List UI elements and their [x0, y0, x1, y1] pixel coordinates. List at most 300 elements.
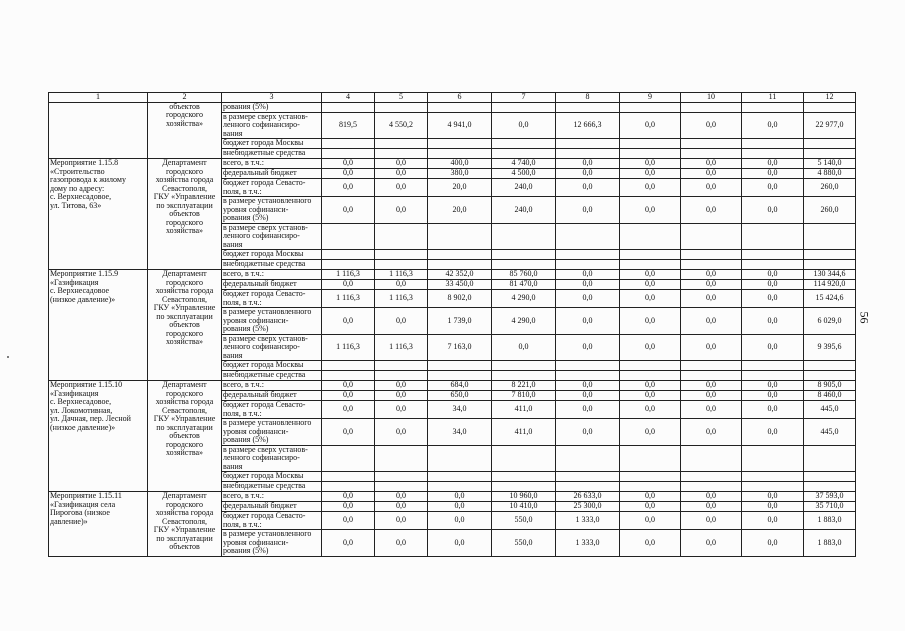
- amount-cell: 0,0: [556, 290, 620, 308]
- column-number-header: 6: [428, 93, 492, 103]
- amount-cell: [556, 250, 620, 260]
- amount-cell: [375, 149, 428, 159]
- responsible-agency-cell: объектов городского хозяйства»: [148, 102, 222, 159]
- amount-cell: 1 883,0: [804, 530, 856, 557]
- amount-cell: [375, 260, 428, 270]
- amount-cell: 0,0: [742, 401, 804, 419]
- funding-source-cell: в размере установленного уровня софинанси- рования (5%): [222, 419, 322, 446]
- amount-cell: 4 740,0: [492, 159, 556, 169]
- amount-cell: 34,0: [428, 419, 492, 446]
- amount-cell: 0,0: [742, 270, 804, 280]
- amount-cell: [492, 361, 556, 371]
- amount-cell: 0,0: [375, 197, 428, 224]
- amount-cell: 34,0: [428, 401, 492, 419]
- amount-cell: [492, 472, 556, 482]
- amount-cell: 0,0: [681, 492, 742, 502]
- responsible-agency-cell: Департамент городского хозяйства города Севастополя, ГКУ «Управление по эксплуатации объектов городского хозяйства»: [148, 159, 222, 270]
- amount-cell: 0,0: [556, 270, 620, 280]
- amount-cell: [804, 361, 856, 371]
- amount-cell: [322, 361, 375, 371]
- amount-cell: 0,0: [742, 197, 804, 224]
- amount-cell: 1 333,0: [556, 530, 620, 557]
- amount-cell: [375, 361, 428, 371]
- amount-cell: 0,0: [620, 308, 681, 335]
- amount-cell: [375, 139, 428, 149]
- amount-cell: [322, 149, 375, 159]
- amount-cell: 0,0: [322, 169, 375, 179]
- funding-source-cell: федеральный бюджет: [222, 280, 322, 290]
- amount-cell: 0,0: [375, 159, 428, 169]
- amount-cell: 0,0: [620, 391, 681, 401]
- amount-cell: 0,0: [742, 391, 804, 401]
- amount-cell: 0,0: [742, 492, 804, 502]
- amount-cell: 4 880,0: [804, 169, 856, 179]
- amount-cell: 0,0: [681, 334, 742, 361]
- amount-cell: 7 810,0: [492, 391, 556, 401]
- amount-cell: [428, 260, 492, 270]
- amount-cell: [804, 139, 856, 149]
- amount-cell: [620, 472, 681, 482]
- amount-cell: 0,0: [375, 179, 428, 197]
- responsible-agency-cell: Департамент городского хозяйства города Севастополя, ГКУ «Управление по эксплуатации объектов городского хозяйства»: [148, 381, 222, 492]
- funding-source-cell: федеральный бюджет: [222, 502, 322, 512]
- responsible-agency-cell: Департамент городского хозяйства города Севастополя, ГКУ «Управление по эксплуатации объектов: [148, 492, 222, 557]
- amount-cell: [620, 260, 681, 270]
- amount-cell: [742, 102, 804, 112]
- amount-cell: 0,0: [620, 270, 681, 280]
- funding-source-cell: всего, в т.ч.:: [222, 270, 322, 280]
- amount-cell: 10 960,0: [492, 492, 556, 502]
- amount-cell: 0,0: [620, 197, 681, 224]
- amount-cell: [428, 102, 492, 112]
- amount-cell: [742, 472, 804, 482]
- amount-cell: [556, 371, 620, 381]
- amount-cell: 0,0: [375, 512, 428, 530]
- funding-source-cell: бюджет города Севасто- поля, в т.ч.:: [222, 512, 322, 530]
- amount-cell: 20,0: [428, 179, 492, 197]
- amount-cell: 85 760,0: [492, 270, 556, 280]
- amount-cell: 0,0: [556, 169, 620, 179]
- amount-cell: 1 116,3: [322, 290, 375, 308]
- amount-cell: [492, 139, 556, 149]
- amount-cell: 0,0: [556, 280, 620, 290]
- amount-cell: [681, 102, 742, 112]
- amount-cell: [742, 482, 804, 492]
- amount-cell: 0,0: [620, 401, 681, 419]
- amount-cell: 0,0: [556, 334, 620, 361]
- amount-cell: 4 290,0: [492, 308, 556, 335]
- amount-cell: 0,0: [742, 530, 804, 557]
- amount-cell: 0,0: [375, 401, 428, 419]
- amount-cell: 1 116,3: [322, 270, 375, 280]
- amount-cell: 0,0: [375, 419, 428, 446]
- funding-source-cell: в размере сверх установ- ленного софинансиро- вания: [222, 223, 322, 250]
- amount-cell: 0,0: [681, 530, 742, 557]
- amount-cell: [428, 445, 492, 472]
- column-number-header: 3: [222, 93, 322, 103]
- funding-source-cell: внебюджетные средства: [222, 371, 322, 381]
- amount-cell: [742, 149, 804, 159]
- amount-cell: 0,0: [375, 530, 428, 557]
- amount-cell: 0,0: [322, 391, 375, 401]
- amount-cell: 0,0: [375, 391, 428, 401]
- amount-cell: [375, 102, 428, 112]
- amount-cell: 4 941,0: [428, 112, 492, 139]
- amount-cell: [556, 139, 620, 149]
- amount-cell: 0,0: [620, 381, 681, 391]
- amount-cell: [492, 482, 556, 492]
- amount-cell: [428, 472, 492, 482]
- table-row: [49, 270, 856, 280]
- amount-cell: [620, 102, 681, 112]
- amount-cell: 8 460,0: [804, 391, 856, 401]
- amount-cell: 1 883,0: [804, 512, 856, 530]
- amount-cell: 15 424,6: [804, 290, 856, 308]
- amount-cell: 445,0: [804, 401, 856, 419]
- amount-cell: [804, 445, 856, 472]
- column-number-header: 1: [49, 93, 148, 103]
- amount-cell: 0,0: [322, 308, 375, 335]
- page-number: 56: [857, 311, 872, 324]
- amount-cell: [681, 371, 742, 381]
- amount-cell: [620, 482, 681, 492]
- amount-cell: 7 163,0: [428, 334, 492, 361]
- amount-cell: [322, 102, 375, 112]
- amount-cell: 0,0: [620, 290, 681, 308]
- amount-cell: 0,0: [375, 502, 428, 512]
- amount-cell: [428, 149, 492, 159]
- amount-cell: 260,0: [804, 197, 856, 224]
- amount-cell: 0,0: [681, 169, 742, 179]
- amount-cell: [492, 445, 556, 472]
- amount-cell: 0,0: [681, 159, 742, 169]
- amount-cell: 0,0: [556, 197, 620, 224]
- amount-cell: [322, 472, 375, 482]
- amount-cell: 0,0: [322, 197, 375, 224]
- amount-cell: [322, 371, 375, 381]
- amount-cell: 684,0: [428, 381, 492, 391]
- table-row: [49, 381, 856, 391]
- amount-cell: [681, 445, 742, 472]
- funding-source-cell: в размере установленного уровня софинанси- рования (5%): [222, 530, 322, 557]
- amount-cell: 0,0: [742, 112, 804, 139]
- amount-cell: 0,0: [742, 280, 804, 290]
- amount-cell: [556, 361, 620, 371]
- amount-cell: [804, 250, 856, 260]
- amount-cell: [375, 223, 428, 250]
- amount-cell: 42 352,0: [428, 270, 492, 280]
- amount-cell: [492, 102, 556, 112]
- column-number-header: 12: [804, 93, 856, 103]
- amount-cell: 0,0: [681, 290, 742, 308]
- amount-cell: [681, 482, 742, 492]
- amount-cell: [428, 482, 492, 492]
- amount-cell: 650,0: [428, 391, 492, 401]
- amount-cell: [492, 250, 556, 260]
- amount-cell: [742, 139, 804, 149]
- amount-cell: [375, 445, 428, 472]
- amount-cell: 8 221,0: [492, 381, 556, 391]
- amount-cell: 1 116,3: [375, 290, 428, 308]
- amount-cell: 1 739,0: [428, 308, 492, 335]
- funding-source-cell: в размере сверх установ- ленного софинансиро- вания: [222, 334, 322, 361]
- amount-cell: 0,0: [681, 280, 742, 290]
- funding-source-cell: внебюджетные средства: [222, 482, 322, 492]
- amount-cell: 0,0: [322, 381, 375, 391]
- amount-cell: 9 395,6: [804, 334, 856, 361]
- amount-cell: 0,0: [620, 169, 681, 179]
- amount-cell: 240,0: [492, 197, 556, 224]
- funding-source-cell: внебюджетные средства: [222, 149, 322, 159]
- amount-cell: 0,0: [322, 502, 375, 512]
- amount-cell: 0,0: [681, 419, 742, 446]
- amount-cell: 4 550,2: [375, 112, 428, 139]
- amount-cell: 0,0: [556, 381, 620, 391]
- amount-cell: 240,0: [492, 179, 556, 197]
- amount-cell: 0,0: [428, 492, 492, 502]
- amount-cell: 0,0: [742, 419, 804, 446]
- amount-cell: 0,0: [322, 512, 375, 530]
- amount-cell: [322, 260, 375, 270]
- amount-cell: [620, 445, 681, 472]
- column-number-header: 11: [742, 93, 804, 103]
- amount-cell: [742, 371, 804, 381]
- amount-cell: 10 410,0: [492, 502, 556, 512]
- amount-cell: [556, 149, 620, 159]
- amount-cell: 0,0: [620, 112, 681, 139]
- funding-source-cell: бюджет города Москвы: [222, 361, 322, 371]
- amount-cell: [428, 139, 492, 149]
- table-row: [49, 492, 856, 502]
- amount-cell: [428, 250, 492, 260]
- amount-cell: 1 333,0: [556, 512, 620, 530]
- amount-cell: 6 029,0: [804, 308, 856, 335]
- column-number-header: 7: [492, 93, 556, 103]
- amount-cell: [556, 260, 620, 270]
- amount-cell: 4 290,0: [492, 290, 556, 308]
- responsible-agency-cell: Департамент городского хозяйства города Севастополя, ГКУ «Управление по эксплуатации объектов городского хозяйства»: [148, 270, 222, 381]
- column-number-header: 10: [681, 93, 742, 103]
- amount-cell: [375, 371, 428, 381]
- amount-cell: 0,0: [742, 308, 804, 335]
- amount-cell: 0,0: [620, 492, 681, 502]
- funding-source-cell: бюджет города Севасто- поля, в т.ч.:: [222, 179, 322, 197]
- amount-cell: 0,0: [375, 169, 428, 179]
- amount-cell: [804, 102, 856, 112]
- column-number-header: 4: [322, 93, 375, 103]
- amount-cell: 0,0: [556, 401, 620, 419]
- amount-cell: 819,5: [322, 112, 375, 139]
- amount-cell: [556, 102, 620, 112]
- event-name-cell: Мероприятие 1.15.9 «Газификация с. Верхнесадовое (низкое давление)»: [49, 270, 148, 381]
- amount-cell: [492, 223, 556, 250]
- column-number-header: 2: [148, 93, 222, 103]
- amount-cell: 0,0: [620, 280, 681, 290]
- amount-cell: 4 500,0: [492, 169, 556, 179]
- funding-source-cell: бюджет города Москвы: [222, 472, 322, 482]
- amount-cell: 400,0: [428, 159, 492, 169]
- column-number-header: 9: [620, 93, 681, 103]
- amount-cell: [375, 472, 428, 482]
- amount-cell: 0,0: [742, 179, 804, 197]
- table-row: [49, 102, 856, 112]
- amount-cell: 0,0: [375, 280, 428, 290]
- amount-cell: 5 140,0: [804, 159, 856, 169]
- amount-cell: 33 450,0: [428, 280, 492, 290]
- funding-source-cell: бюджет города Москвы: [222, 250, 322, 260]
- amount-cell: [322, 139, 375, 149]
- table-row: [49, 159, 856, 169]
- amount-cell: [620, 371, 681, 381]
- amount-cell: 0,0: [620, 179, 681, 197]
- amount-cell: 0,0: [620, 419, 681, 446]
- funding-source-cell: всего, в т.ч.:: [222, 159, 322, 169]
- amount-cell: 0,0: [322, 492, 375, 502]
- amount-cell: 8 902,0: [428, 290, 492, 308]
- amount-cell: 0,0: [556, 308, 620, 335]
- amount-cell: [742, 445, 804, 472]
- amount-cell: 0,0: [375, 492, 428, 502]
- amount-cell: 0,0: [742, 290, 804, 308]
- amount-cell: 0,0: [681, 270, 742, 280]
- amount-cell: 550,0: [492, 512, 556, 530]
- funding-source-cell: бюджет города Москвы: [222, 139, 322, 149]
- amount-cell: 0,0: [681, 197, 742, 224]
- amount-cell: [428, 361, 492, 371]
- amount-cell: [620, 250, 681, 260]
- amount-cell: 445,0: [804, 419, 856, 446]
- amount-cell: [804, 260, 856, 270]
- amount-cell: [556, 445, 620, 472]
- event-name-cell: Мероприятие 1.15.11 «Газификация села Пирогова (низкое давление)»: [49, 492, 148, 557]
- amount-cell: 0,0: [620, 512, 681, 530]
- funding-source-cell: бюджет города Севасто- поля, в т.ч.:: [222, 290, 322, 308]
- amount-cell: [322, 482, 375, 492]
- amount-cell: 0,0: [556, 179, 620, 197]
- funding-source-cell: рования (5%): [222, 102, 322, 112]
- amount-cell: [742, 223, 804, 250]
- amount-cell: 0,0: [742, 169, 804, 179]
- funding-source-cell: всего, в т.ч.:: [222, 381, 322, 391]
- amount-cell: 0,0: [322, 530, 375, 557]
- table-body: [49, 93, 856, 557]
- amount-cell: 0,0: [681, 512, 742, 530]
- amount-cell: 0,0: [620, 159, 681, 169]
- amount-cell: [492, 371, 556, 381]
- amount-cell: 35 710,0: [804, 502, 856, 512]
- amount-cell: 0,0: [681, 308, 742, 335]
- amount-cell: [804, 223, 856, 250]
- amount-cell: 411,0: [492, 419, 556, 446]
- amount-cell: [428, 223, 492, 250]
- amount-cell: 0,0: [742, 512, 804, 530]
- amount-cell: 0,0: [620, 334, 681, 361]
- amount-cell: 0,0: [742, 334, 804, 361]
- amount-cell: [742, 260, 804, 270]
- amount-cell: 12 666,3: [556, 112, 620, 139]
- amount-cell: [556, 482, 620, 492]
- amount-cell: 380,0: [428, 169, 492, 179]
- amount-cell: [804, 482, 856, 492]
- amount-cell: 0,0: [681, 112, 742, 139]
- funding-source-cell: бюджет города Севасто- поля, в т.ч.:: [222, 401, 322, 419]
- amount-cell: 37 593,0: [804, 492, 856, 502]
- event-name-cell: Мероприятие 1.15.8 «Строительство газопровода к жилому дому по адресу: с. Верхнесадовое, ул. Титова, 63»: [49, 159, 148, 270]
- funding-source-cell: в размере сверх установ- ленного софинансиро- вания: [222, 445, 322, 472]
- amount-cell: 550,0: [492, 530, 556, 557]
- amount-cell: 8 905,0: [804, 381, 856, 391]
- scan-speck: [7, 356, 9, 358]
- amount-cell: 0,0: [322, 159, 375, 169]
- amount-cell: [492, 149, 556, 159]
- amount-cell: 411,0: [492, 401, 556, 419]
- amount-cell: [681, 250, 742, 260]
- amount-cell: [428, 371, 492, 381]
- amount-cell: [742, 361, 804, 371]
- amount-cell: 0,0: [428, 512, 492, 530]
- amount-cell: [322, 223, 375, 250]
- amount-cell: 81 470,0: [492, 280, 556, 290]
- amount-cell: [556, 223, 620, 250]
- amount-cell: [742, 250, 804, 260]
- amount-cell: 0,0: [620, 530, 681, 557]
- amount-cell: 22 977,0: [804, 112, 856, 139]
- amount-cell: [804, 149, 856, 159]
- amount-cell: 0,0: [681, 401, 742, 419]
- budget-table: [48, 92, 856, 557]
- amount-cell: 0,0: [375, 308, 428, 335]
- funding-source-cell: федеральный бюджет: [222, 169, 322, 179]
- amount-cell: 0,0: [556, 391, 620, 401]
- funding-source-cell: внебюджетные средства: [222, 260, 322, 270]
- amount-cell: [620, 149, 681, 159]
- amount-cell: [681, 472, 742, 482]
- funding-source-cell: в размере установленного уровня софинанси- рования (5%): [222, 308, 322, 335]
- funding-source-cell: в размере установленного уровня софинанси- рования (5%): [222, 197, 322, 224]
- amount-cell: 1 116,3: [375, 270, 428, 280]
- amount-cell: 0,0: [742, 381, 804, 391]
- event-name-cell: Мероприятие 1.15.10 «Газификация с. Верхнесадовое, ул. Локомотивная, ул. Дачная, пер. Лесной (низкое давление)»: [49, 381, 148, 492]
- amount-cell: 20,0: [428, 197, 492, 224]
- amount-cell: 130 344,6: [804, 270, 856, 280]
- funding-source-cell: всего, в т.ч.:: [222, 492, 322, 502]
- event-name-cell: [49, 102, 148, 159]
- amount-cell: [681, 223, 742, 250]
- amount-cell: 0,0: [681, 391, 742, 401]
- amount-cell: [681, 361, 742, 371]
- amount-cell: 260,0: [804, 179, 856, 197]
- amount-cell: [681, 149, 742, 159]
- amount-cell: 0,0: [428, 530, 492, 557]
- amount-cell: 0,0: [742, 502, 804, 512]
- amount-cell: 0,0: [322, 179, 375, 197]
- amount-cell: 1 116,3: [375, 334, 428, 361]
- funding-source-cell: федеральный бюджет: [222, 391, 322, 401]
- amount-cell: [681, 260, 742, 270]
- amount-cell: 0,0: [681, 502, 742, 512]
- amount-cell: [620, 361, 681, 371]
- amount-cell: 0,0: [428, 502, 492, 512]
- amount-cell: [620, 223, 681, 250]
- amount-cell: 0,0: [742, 159, 804, 169]
- amount-cell: [804, 371, 856, 381]
- amount-cell: [620, 139, 681, 149]
- amount-cell: 0,0: [681, 179, 742, 197]
- amount-cell: [556, 472, 620, 482]
- amount-cell: [375, 250, 428, 260]
- amount-cell: 25 300,0: [556, 502, 620, 512]
- amount-cell: 0,0: [556, 159, 620, 169]
